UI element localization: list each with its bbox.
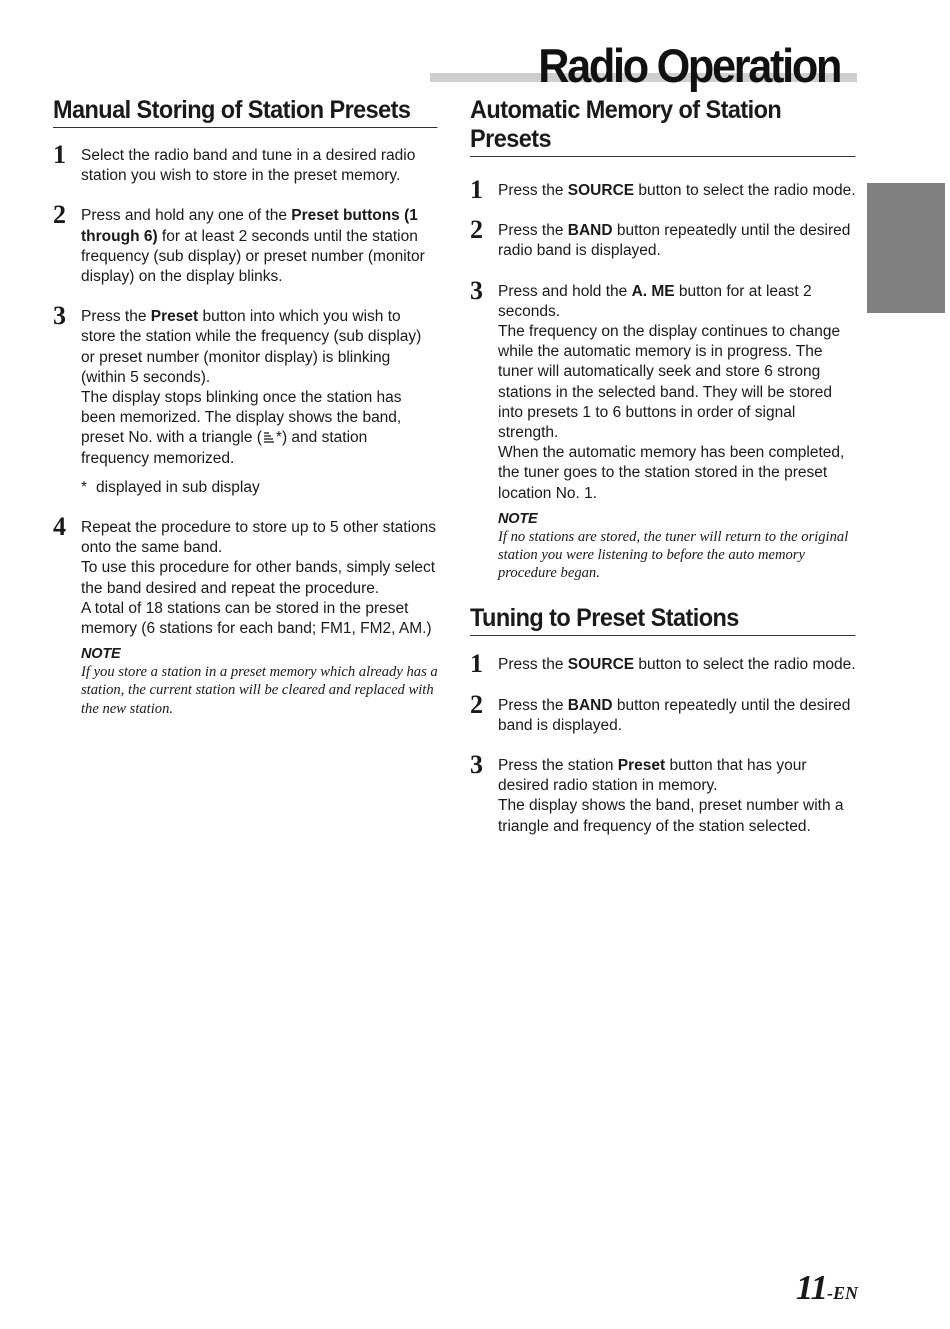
step-2 <box>53 200 439 287</box>
text-run: button that has your desired radio station in memory. <box>498 757 807 795</box>
text-run: Press the <box>498 656 568 674</box>
page-number-suffix: -EN <box>827 1283 858 1303</box>
text-run: Press and hold the <box>498 282 632 300</box>
step-text <box>498 655 857 675</box>
step-number: 1 <box>470 649 483 679</box>
step-3 <box>53 301 439 498</box>
footnote <box>81 478 439 498</box>
page-title: Radio Operation <box>538 39 840 92</box>
step-text <box>81 206 439 287</box>
source-button-label: SOURCE <box>567 656 635 674</box>
note-text: If no stations are stored, the tuner will return to the original station you were listening to before the auto memory procedure began. <box>498 528 849 582</box>
step-2 <box>470 215 857 261</box>
step-3 <box>470 750 857 837</box>
text-run: button for at least 2 seconds. <box>498 282 812 320</box>
manual-storing-steps <box>53 140 439 718</box>
text-run: button into which you wish to store the station while the frequency (sub display) or preset number (monitor display) is blinking (within 5 seconds). <box>81 308 422 386</box>
step-text: A total of 18 stations can be stored in the preset memory (6 stations for each band; FM1, FM2, AM.) <box>81 599 432 638</box>
step-text: The frequency on the display continues to change while the automatic memory is in progress. The tuner will automatically seek and store 6 strong stations in the selected band. They will be stored into presets 1 to 6 buttons in order of signal strength. <box>498 323 841 442</box>
step-number: 2 <box>53 200 66 230</box>
step-number: 2 <box>470 689 483 719</box>
text-run: ) and station frequency memorized. <box>81 429 368 467</box>
step-text <box>498 756 857 796</box>
text-run: Press the station <box>498 757 618 775</box>
section-heading-tuning: Tuning to Preset Stations <box>470 604 856 636</box>
step-3 <box>470 275 857 583</box>
page-number-value: 11 <box>795 1268 827 1307</box>
footnote-mark: * <box>81 478 88 496</box>
page-number <box>796 1268 858 1308</box>
step-4 <box>53 512 439 718</box>
step-text <box>498 282 857 322</box>
band-button-label: BAND <box>567 222 613 240</box>
step-number: 2 <box>470 215 483 245</box>
step-text: When the automatic memory has been completed, the tuner goes to the station stored in the preset location No. 1. <box>498 444 845 502</box>
heading-line: Automatic Memory of Station <box>470 96 782 124</box>
right-column <box>470 96 857 837</box>
text-run: for at least 2 seconds until the station frequency (sub display) or preset number (monitor display) on the display blinks. <box>81 227 425 286</box>
step-1 <box>53 140 439 186</box>
step-text: Repeat the procedure to store up to 5 other stations onto the same band. <box>81 519 437 557</box>
left-column <box>53 96 439 718</box>
step-text: To use this procedure for other bands, simply select the band desired and repeat the procedure. <box>81 559 436 597</box>
text-run: Press the <box>498 222 568 240</box>
step-text <box>81 388 439 469</box>
asterisk-mark: * <box>275 429 282 447</box>
note-label: NOTE <box>81 646 121 663</box>
text-run: button repeatedly until the desired band is displayed. <box>498 696 851 734</box>
step-number: 1 <box>53 140 66 169</box>
text-run: button to select the radio mode. <box>634 656 856 674</box>
step-number: 3 <box>470 750 483 780</box>
note-text: If you store a station in a preset memory which already has a station, the current station will be cleared and replaced with the new station. <box>81 664 438 717</box>
step-text <box>498 181 857 201</box>
text-run: Press the <box>498 182 568 199</box>
section-heading-automatic-memory <box>470 96 856 157</box>
text-run: button repeatedly until the desired radio band is displayed. <box>498 222 851 260</box>
text-run: button to select the radio mode. <box>634 182 856 199</box>
text-run: The display stops blinking once the station has been memorized. The display shows the band, preset No. with a triangle ( <box>81 389 402 447</box>
ame-button-label: A. ME <box>631 282 675 300</box>
section-tab <box>867 183 945 313</box>
note-label: NOTE <box>498 510 538 527</box>
preset-label: Preset <box>617 757 666 775</box>
step-number: 1 <box>470 175 483 204</box>
preset-buttons-label: Preset buttons (1 through 6) <box>81 207 418 245</box>
heading-line: Presets <box>470 125 551 153</box>
preset-triangle-icon <box>263 431 275 443</box>
tuning-steps <box>470 649 857 836</box>
text-run: Press the <box>81 308 151 326</box>
text-run: Press the <box>498 696 568 714</box>
step-number: 4 <box>53 512 66 542</box>
band-button-label: BAND <box>567 696 613 714</box>
footnote-text: displayed in sub display <box>96 478 260 496</box>
step-1 <box>470 175 857 204</box>
automatic-memory-steps <box>470 175 857 582</box>
step-2 <box>470 689 857 736</box>
note <box>81 645 439 718</box>
step-text: The display shows the band, preset number with a triangle and frequency of the station selected. <box>498 797 844 835</box>
text-run: Press and hold any one of the <box>81 207 292 225</box>
source-button-label: SOURCE <box>567 182 635 199</box>
step-number: 3 <box>470 275 483 305</box>
step-text <box>81 307 439 388</box>
preset-label: Preset <box>150 308 199 326</box>
step-text <box>498 221 857 261</box>
section-heading-manual-storing: Manual Storing of Station Presets <box>53 96 438 128</box>
step-1 <box>470 649 857 679</box>
step-text: Select the radio band and tune in a desired radio station you wish to store in the preset memory. <box>81 147 416 185</box>
note <box>498 510 857 583</box>
step-text <box>498 696 857 736</box>
step-number: 3 <box>53 301 66 331</box>
